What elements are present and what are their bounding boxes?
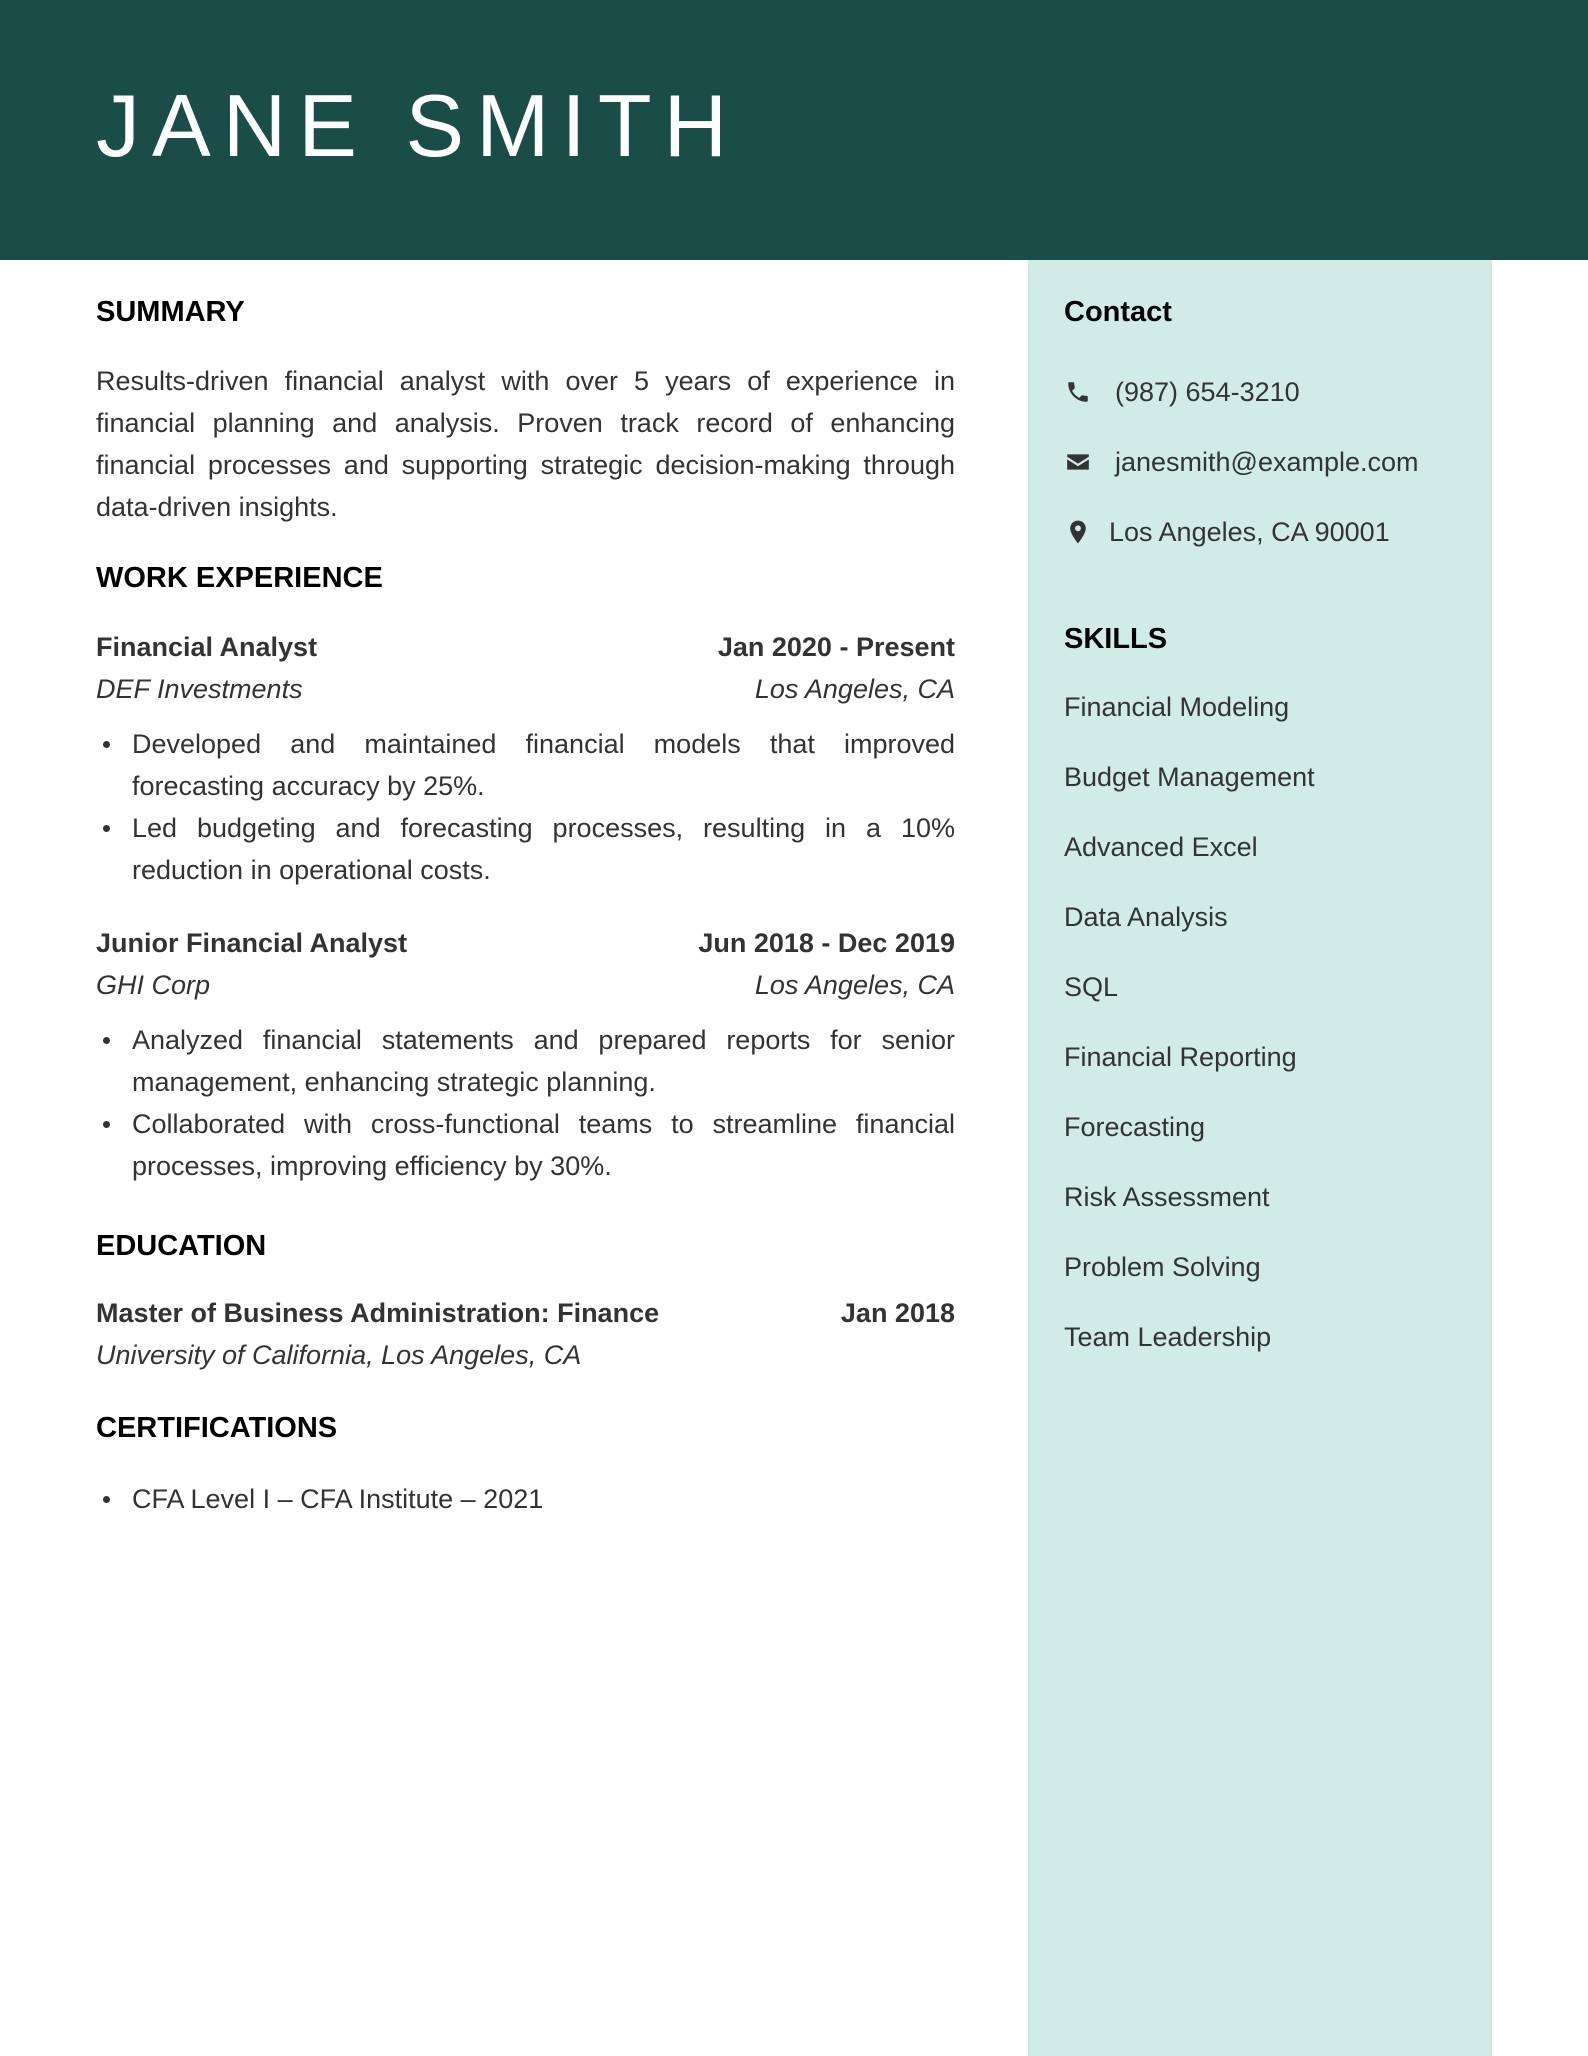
skill-item: Risk Assessment: [1064, 1182, 1270, 1212]
header-banner: [0, 0, 1588, 260]
skill-item: Financial Reporting: [1064, 1042, 1297, 1072]
job-2-company: GHI Corp: [96, 970, 211, 1000]
experience-heading: WORK EXPERIENCE: [96, 562, 383, 594]
education-date: Jan 2018: [840, 1298, 955, 1328]
education-subheader: [96, 1338, 955, 1372]
education-school: University of California, Los Angeles, CA: [96, 1340, 582, 1370]
contact-location-text: Los Angeles, CA 90001: [1109, 517, 1390, 547]
skill-item: Data Analysis: [1064, 902, 1228, 932]
list-item: Collaborated with cross-functional teams to streamline financial processes, improving efficiency by 30%.: [96, 1103, 955, 1187]
job-2-location: Los Angeles, CA: [754, 970, 955, 1000]
list-item: Developed and maintained financial models that improved forecasting accuracy by 25%.: [96, 723, 955, 807]
job-2-title: Junior Financial Analyst: [96, 928, 408, 958]
job-1-title: Financial Analyst: [96, 632, 318, 662]
contact-email-text: janesmith@example.com: [1115, 447, 1419, 477]
list-item: Led budgeting and forecasting processes, resulting in a 10% reduction in operational costs.: [96, 807, 955, 891]
job-1-dates: Jan 2020 - Present: [717, 632, 955, 662]
summary-heading: SUMMARY: [96, 296, 245, 328]
job-2-bullets: [96, 1019, 955, 1187]
sidebar: [1028, 260, 1492, 2056]
certifications-list: [96, 1478, 955, 1520]
skill-item: SQL: [1064, 972, 1119, 1002]
job-1-header: [96, 630, 955, 664]
job-2-dates: Jun 2018 - Dec 2019: [698, 928, 955, 958]
job-2-header: [96, 926, 955, 960]
education-heading: EDUCATION: [96, 1230, 267, 1262]
list-item: CFA Level I – CFA Institute – 2021: [96, 1478, 955, 1520]
certifications-heading: CERTIFICATIONS: [96, 1412, 338, 1444]
job-1-company: DEF Investments: [96, 674, 303, 704]
job-1-location: Los Angeles, CA: [754, 674, 955, 704]
job-1-bullets: [96, 723, 955, 891]
skill-item: Budget Management: [1064, 762, 1315, 792]
skill-item: Financial Modeling: [1064, 692, 1290, 722]
education-degree: Master of Business Administration: Finance: [96, 1298, 660, 1328]
job-2-subheader: [96, 968, 955, 1002]
contact-phone-text: (987) 654-3210: [1115, 377, 1300, 407]
phone-icon: [1064, 379, 1092, 405]
skill-item: Problem Solving: [1064, 1252, 1261, 1282]
skill-item: Advanced Excel: [1064, 832, 1258, 862]
skill-item: Forecasting: [1064, 1112, 1206, 1142]
job-1-subheader: [96, 672, 955, 706]
envelope-icon: [1064, 449, 1092, 475]
contact-heading: Contact: [1064, 296, 1172, 328]
skill-item: Team Leadership: [1064, 1322, 1272, 1352]
list-item: Analyzed financial statements and prepared reports for senior management, enhancing strategic planning.: [96, 1019, 955, 1103]
candidate-name: JANE SMITH: [96, 76, 740, 175]
map-pin-icon: [1064, 519, 1092, 545]
education-header: [96, 1296, 955, 1330]
summary-text: Results-driven financial analyst with over 5 years of experience in financial planning and analysis. Proven track record of enhancing financial processes and supporting strategic decision-making through data-driven insights.: [96, 366, 955, 522]
skills-heading: SKILLS: [1064, 623, 1168, 655]
